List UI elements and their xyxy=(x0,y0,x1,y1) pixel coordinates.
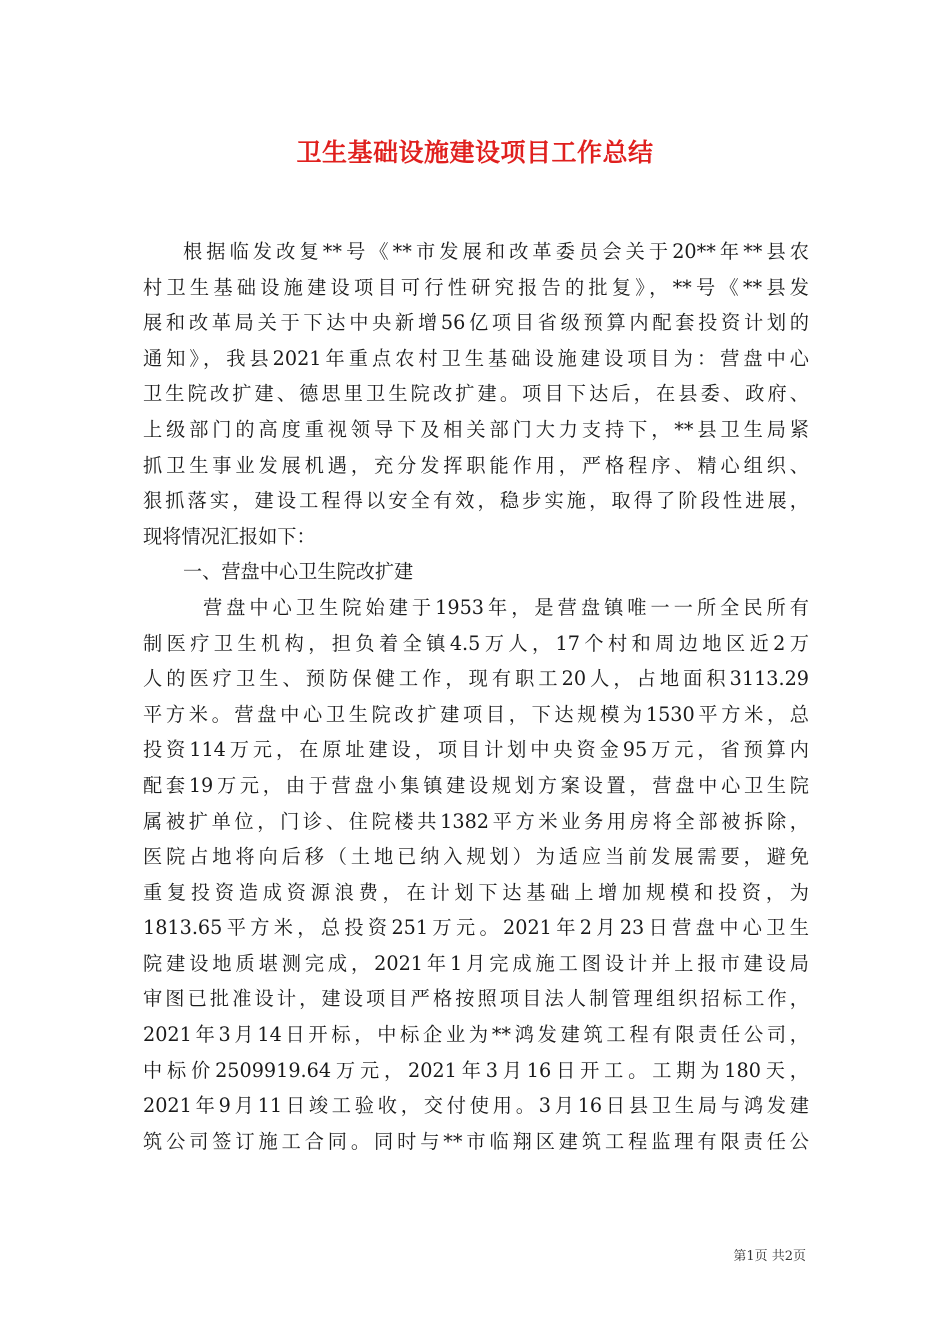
paragraph-line: 现将情况汇报如下： xyxy=(143,524,316,548)
paragraph-line: 制医疗卫生机构，担负着全镇4.5万人，17个村和周边地区近2万 xyxy=(143,631,809,655)
paragraph-line: 人的医疗卫生、预防保健工作，现有职工20人，占地面积3113.29 xyxy=(143,667,809,691)
paragraph-line: 卫生院改扩建、德思里卫生院改扩建。项目下达后，在县委、政府、 xyxy=(143,382,809,406)
paragraph-line: 展和改革局关于下达中央新增56亿项目省级预算内配套投资计划的 xyxy=(143,311,809,335)
paragraph-line: 配套19万元，由于营盘小集镇建设规划方案设置，营盘中心卫生院 xyxy=(143,773,809,797)
paragraph-line: 筑公司签订施工合同。同时与**市临翔区建筑工程监理有限责任公 xyxy=(143,1129,809,1153)
paragraph-line: 属被扩单位，门诊、住院楼共1382平方米业务用房将全部被拆除， xyxy=(143,809,809,833)
paragraph-line: 医院占地将向后移（土地已纳入规划）为适应当前发展需要，避免 xyxy=(143,845,809,869)
paragraph-line: 中标价2509919.64万元，2021年3月16日开工。工期为180天， xyxy=(143,1058,809,1082)
paragraph-line: 院建设地质堪测完成，2021年1月完成施工图设计并上报市建设局 xyxy=(143,951,809,975)
paragraph-line: 营盘中心卫生院始建于1953年，是营盘镇唯一一所全民所有 xyxy=(203,595,809,619)
page-number: 第1页 共2页 xyxy=(733,1249,806,1264)
paragraph-line: 1813.65平方米，总投资251万元。2021年2月23日营盘中心卫生 xyxy=(143,916,809,940)
paragraph-line: 2021年3月14日开标，中标企业为**鸿发建筑工程有限责任公司， xyxy=(143,1023,809,1047)
paragraph-line: 狠抓落实，建设工程得以安全有效，稳步实施，取得了阶段性进展， xyxy=(143,489,809,513)
paragraph-line: 村卫生基础设施建设项目可行性研究报告的批复》，**号《**县发 xyxy=(143,275,809,299)
document-body xyxy=(143,234,809,1159)
paragraph-line: 投资114万元，在原址建设，项目计划中央资金95万元，省预算内 xyxy=(143,738,809,762)
document-title: 卫生基础设施建设项目工作总结 xyxy=(296,138,654,167)
paragraph-line: 重复投资造成资源浪费，在计划下达基础上增加规模和投资，为 xyxy=(143,880,809,904)
paragraph-line: 根据临发改复**号《**市发展和改革委员会关于20**年**县农 xyxy=(183,240,809,263)
paragraph-line: 审图已批准设计，建设项目严格按照项目法人制管理组织招标工作， xyxy=(143,987,809,1011)
paragraph-line: 2021年9月11日竣工验收，交付使用。3月16日县卫生局与鸿发建 xyxy=(143,1094,809,1118)
paragraph-line: 抓卫生事业发展机遇，充分发挥职能作用，严格程序、精心组织、 xyxy=(143,453,809,477)
paragraph-line: 平方米。营盘中心卫生院改扩建项目，下达规模为1530平方米，总 xyxy=(143,702,809,726)
paragraph-line: 上级部门的高度重视领导下及相关部门大力支持下，**县卫生局紧 xyxy=(143,417,809,441)
section-heading: 一、营盘中心卫生院改扩建 xyxy=(183,560,414,584)
paragraph-line: 通知》，我县2021年重点农村卫生基础设施建设项目为：营盘中心 xyxy=(143,346,809,370)
